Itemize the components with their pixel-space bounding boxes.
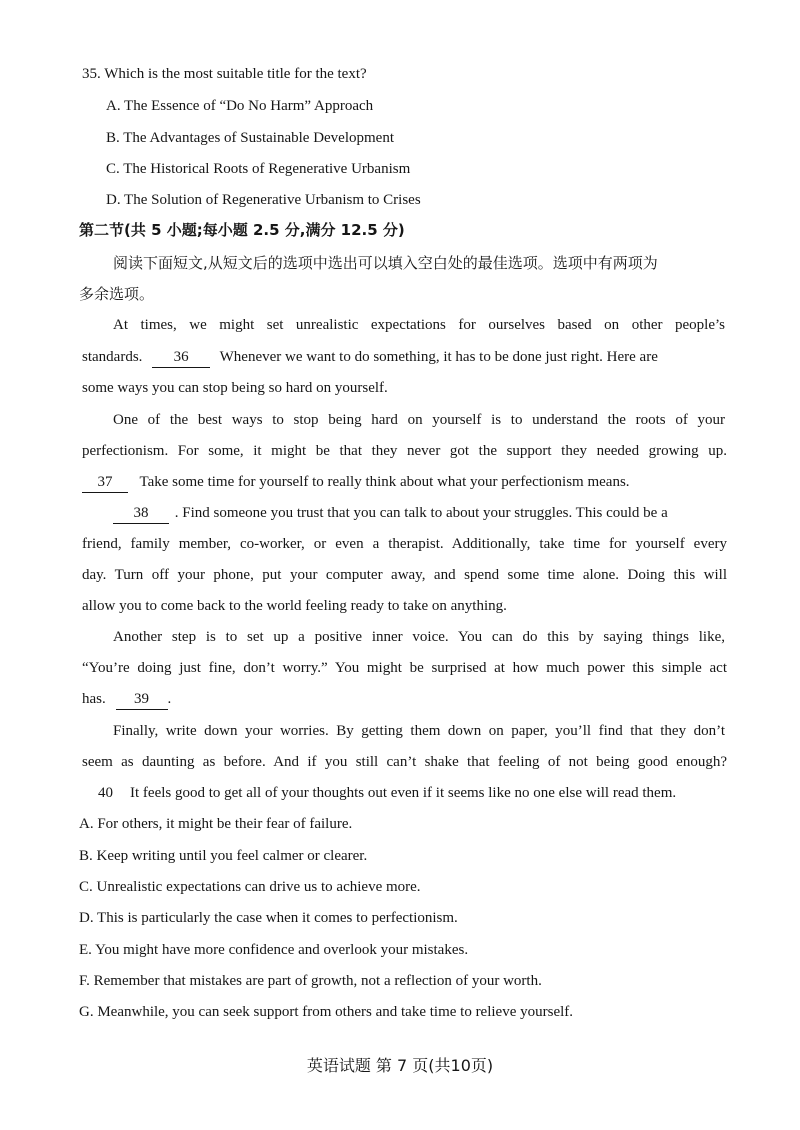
q35-option-b: B. The Advantages of Sustainable Development (106, 130, 394, 146)
instruction-line-2: 多余选项。 (79, 285, 155, 303)
passage-text: Whenever we want to do something, it has to be done just right. Here are (219, 349, 658, 365)
blank-36[interactable]: 36 (152, 348, 210, 368)
choice-f: F. Remember that mistakes are part of growth, not a reflection of your worth. (79, 973, 542, 989)
passage-p5-line-2: seem as daunting as before. And if you still can’t shake that feeling of not being good enough? (82, 754, 727, 770)
blank-38[interactable]: 38 (113, 504, 169, 524)
passage-p1-line-1: At times, we might set unrealistic expectations for ourselves based on other people’s (113, 317, 725, 333)
passage-p5-line-3 (98, 782, 727, 804)
passage-p3-line-4: allow you to come back to the world feeling ready to take on anything. (82, 598, 507, 614)
passage-p2-line-1: One of the best ways to stop being hard on yourself is to understand the roots of your (113, 412, 725, 428)
passage-p3-line-3: day. Turn off your phone, put your computer away, and spend some time alone. Doing this will (82, 567, 727, 583)
q35-stem: 35. Which is the most suitable title for the text? (82, 66, 367, 82)
passage-p1-line-3: some ways you can stop being so hard on yourself. (82, 380, 388, 396)
blank-37[interactable]: 37 (82, 473, 128, 493)
choice-c: C. Unrealistic expectations can drive us to achieve more. (79, 879, 421, 895)
page-footer: 英语试题 第 7 页(共10页) (306, 1056, 494, 1075)
passage-p3-line-2: friend, family member, co-worker, or even a therapist. Additionally, take time for yourself every (82, 536, 727, 552)
blank-39[interactable]: 39 (116, 690, 168, 710)
blank-40[interactable]: 40 (98, 785, 113, 801)
passage-p2-line-3 (82, 471, 727, 493)
choice-d: D. This is particularly the case when it comes to perfectionism. (79, 910, 458, 926)
passage-text: . Find someone you trust that you can talk to about your struggles. This could be a (174, 505, 668, 521)
passage-text: standards. (82, 349, 143, 365)
passage-text: . (167, 691, 172, 707)
instruction-line-1: 阅读下面短文,从短文后的选项中选出可以填入空白处的最佳选项。选项中有两项为 (113, 254, 658, 272)
passage-p5-line-1: Finally, write down your worries. By getting them down on paper, you’ll find that they don’t (113, 723, 725, 739)
passage-text: has. (82, 691, 106, 707)
passage-p4-line-3 (82, 688, 727, 710)
choice-g: G. Meanwhile, you can seek support from others and take time to relieve yourself. (79, 1004, 574, 1020)
choice-b: B. Keep writing until you feel calmer or clearer. (79, 848, 368, 864)
passage-p4-line-2: “You’re doing just fine, don’t worry.” You might be surprised at how much power this simple act (82, 660, 727, 676)
passage-text: It feels good to get all of your thoughts out even if it seems like no one else will read them. (130, 785, 677, 801)
passage-p3-line-1 (113, 502, 725, 524)
passage-p1-line-2 (82, 346, 727, 368)
passage-p4-line-1: Another step is to set up a positive inner voice. You can do this by saying things like, (113, 629, 725, 645)
passage-text: Take some time for yourself to really think about what your perfectionism means. (139, 474, 630, 490)
passage-p2-line-2: perfectionism. For some, it might be that they never got the support they needed growing up. (82, 443, 727, 459)
q35-option-a: A. The Essence of “Do No Harm” Approach (106, 98, 374, 114)
choice-a: A. For others, it might be their fear of failure. (79, 816, 353, 832)
q35-option-c: C. The Historical Roots of Regenerative Urbanism (106, 161, 411, 177)
choice-e: E. You might have more confidence and overlook your mistakes. (79, 942, 469, 958)
q35-option-d: D. The Solution of Regenerative Urbanism to Crises (106, 192, 421, 208)
section-heading: 第二节(共 5 小题;每小题 2.5 分,满分 12.5 分) (79, 221, 405, 239)
